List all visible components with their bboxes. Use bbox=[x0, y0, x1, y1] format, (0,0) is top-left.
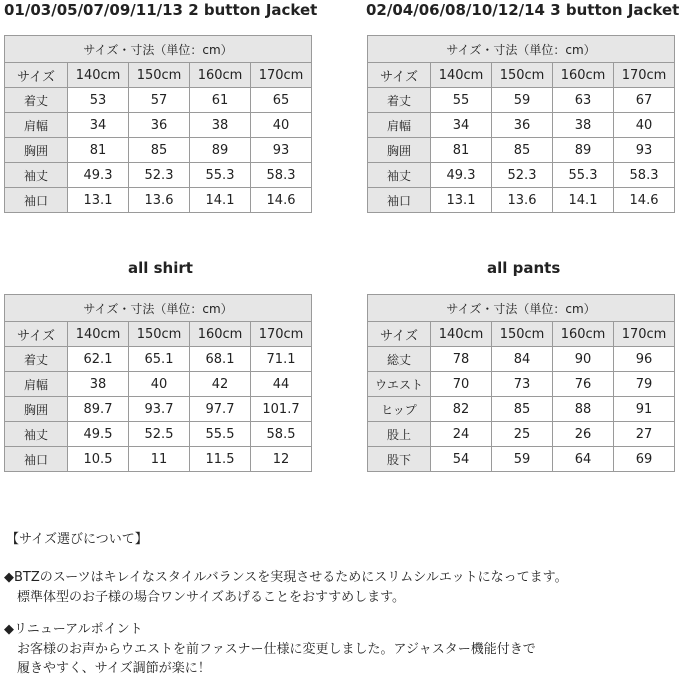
table-cell: 81 bbox=[431, 138, 492, 163]
table-cell: 70 bbox=[431, 372, 492, 397]
table-cell: 62.1 bbox=[68, 347, 129, 372]
header-cell: 170cm bbox=[251, 322, 312, 347]
table-cell: 65 bbox=[251, 88, 312, 113]
table-row bbox=[368, 447, 675, 472]
row-label: 股下 bbox=[368, 447, 431, 472]
front-zipper-note: お客様のお声からウエストを前ファスナー仕様に変更しました。アジャスター機能付きで bbox=[17, 642, 536, 657]
table-cell: 54 bbox=[431, 447, 492, 472]
table-cell: 93.7 bbox=[129, 397, 190, 422]
table-cell: 25 bbox=[492, 422, 553, 447]
table-cell: 65.1 bbox=[129, 347, 190, 372]
table-cell: 40 bbox=[251, 113, 312, 138]
row-label: 股上 bbox=[368, 422, 431, 447]
table-cell: 61 bbox=[190, 88, 251, 113]
header-cell: 140cm bbox=[431, 63, 492, 88]
table-cell: 36 bbox=[129, 113, 190, 138]
table-cell: 58.3 bbox=[614, 163, 675, 188]
table-row bbox=[368, 113, 675, 138]
table-cell: 84 bbox=[492, 347, 553, 372]
table-cell: 69 bbox=[614, 447, 675, 472]
size-guide-title: 【サイズ選びについて】 bbox=[6, 532, 148, 547]
row-label: 袖口 bbox=[5, 447, 68, 472]
table-cell: 97.7 bbox=[190, 397, 251, 422]
table-cell: 89.7 bbox=[68, 397, 129, 422]
table-cell: 73 bbox=[492, 372, 553, 397]
table-cell: 101.7 bbox=[251, 397, 312, 422]
jacket-2button-heading: 01/03/05/07/09/11/13 2 button Jacket bbox=[4, 1, 318, 19]
header-cell: 170cm bbox=[251, 63, 312, 88]
table-cell: 71.1 bbox=[251, 347, 312, 372]
pants-heading: all pants bbox=[487, 259, 561, 277]
table-row bbox=[368, 372, 675, 397]
table-cell: 55.3 bbox=[553, 163, 614, 188]
table-row bbox=[368, 163, 675, 188]
table-cell: 57 bbox=[129, 88, 190, 113]
table-cell: 78 bbox=[431, 347, 492, 372]
table-caption: サイズ・寸法（単位：cm） bbox=[5, 295, 312, 322]
row-label: 肩幅 bbox=[5, 113, 68, 138]
adjuster-note: 履きやすく、サイズ調節が楽に！ bbox=[17, 661, 211, 676]
table-row bbox=[368, 422, 675, 447]
header-cell: サイズ bbox=[5, 322, 68, 347]
header-cell: 170cm bbox=[614, 322, 675, 347]
table-cell: 14.6 bbox=[251, 188, 312, 213]
table-cell: 85 bbox=[492, 397, 553, 422]
table-cell: 58.3 bbox=[251, 163, 312, 188]
row-label: 袖丈 bbox=[5, 422, 68, 447]
shirt-heading: all shirt bbox=[128, 259, 193, 277]
table-cell: 27 bbox=[614, 422, 675, 447]
table-cell: 12 bbox=[251, 447, 312, 472]
table-row bbox=[5, 138, 312, 163]
row-label: 着丈 bbox=[5, 347, 68, 372]
table-cell: 36 bbox=[492, 113, 553, 138]
table-cell: 13.6 bbox=[492, 188, 553, 213]
table-cell: 38 bbox=[553, 113, 614, 138]
header-cell: サイズ bbox=[5, 63, 68, 88]
table-cell: 93 bbox=[251, 138, 312, 163]
row-label: 胸囲 bbox=[5, 138, 68, 163]
table-cell: 24 bbox=[431, 422, 492, 447]
header-cell: 140cm bbox=[431, 322, 492, 347]
jacket-3button-heading: 02/04/06/08/10/12/14 3 button Jacket bbox=[366, 1, 679, 19]
table-cell: 81 bbox=[68, 138, 129, 163]
table-cell: 13.1 bbox=[68, 188, 129, 213]
table-cell: 44 bbox=[251, 372, 312, 397]
header-cell: 160cm bbox=[190, 63, 251, 88]
header-cell: 150cm bbox=[129, 322, 190, 347]
table-cell: 52.3 bbox=[129, 163, 190, 188]
table-cell: 59 bbox=[492, 88, 553, 113]
pants-size-table bbox=[367, 294, 675, 472]
table-cell: 42 bbox=[190, 372, 251, 397]
table-cell: 34 bbox=[431, 113, 492, 138]
header-row bbox=[5, 63, 312, 88]
table-cell: 14.1 bbox=[190, 188, 251, 213]
table-cell: 49.3 bbox=[68, 163, 129, 188]
table-cell: 52.3 bbox=[492, 163, 553, 188]
header-cell: 150cm bbox=[492, 322, 553, 347]
slim-silhouette-note: ◆BTZのスーツはキレイなスタイルバランスを実現させるためにスリムシルエットになってます。 bbox=[4, 570, 568, 585]
table-cell: 59 bbox=[492, 447, 553, 472]
table-row bbox=[5, 113, 312, 138]
table-cell: 52.5 bbox=[129, 422, 190, 447]
row-label: 胸囲 bbox=[5, 397, 68, 422]
row-label: 胸囲 bbox=[368, 138, 431, 163]
table-cell: 55.5 bbox=[190, 422, 251, 447]
table-cell: 90 bbox=[553, 347, 614, 372]
table-cell: 38 bbox=[68, 372, 129, 397]
table-cell: 49.5 bbox=[68, 422, 129, 447]
renewal-point-heading: ◆リニューアルポイント bbox=[4, 622, 143, 637]
header-cell: 160cm bbox=[553, 322, 614, 347]
row-label: 袖口 bbox=[368, 188, 431, 213]
table-cell: 11 bbox=[129, 447, 190, 472]
table-cell: 49.3 bbox=[431, 163, 492, 188]
table-cell: 89 bbox=[553, 138, 614, 163]
table-caption: サイズ・寸法（単位：cm） bbox=[368, 295, 675, 322]
table-cell: 58.5 bbox=[251, 422, 312, 447]
table-cell: 10.5 bbox=[68, 447, 129, 472]
table-row bbox=[5, 347, 312, 372]
table-row bbox=[368, 138, 675, 163]
header-cell: 160cm bbox=[553, 63, 614, 88]
table-row bbox=[5, 397, 312, 422]
header-cell: 140cm bbox=[68, 63, 129, 88]
table-cell: 53 bbox=[68, 88, 129, 113]
table-cell: 14.6 bbox=[614, 188, 675, 213]
table-cell: 85 bbox=[492, 138, 553, 163]
table-row bbox=[5, 422, 312, 447]
row-label: 袖口 bbox=[5, 188, 68, 213]
row-label: 着丈 bbox=[368, 88, 431, 113]
table-cell: 91 bbox=[614, 397, 675, 422]
table-row bbox=[5, 188, 312, 213]
table-cell: 55.3 bbox=[190, 163, 251, 188]
header-row bbox=[368, 63, 675, 88]
header-row bbox=[5, 322, 312, 347]
header-row bbox=[368, 322, 675, 347]
table-cell: 40 bbox=[614, 113, 675, 138]
header-cell: サイズ bbox=[368, 322, 431, 347]
row-label: 肩幅 bbox=[5, 372, 68, 397]
row-label: ウエスト bbox=[368, 372, 431, 397]
table-row bbox=[5, 163, 312, 188]
table-cell: 93 bbox=[614, 138, 675, 163]
table-row bbox=[368, 347, 675, 372]
table-cell: 82 bbox=[431, 397, 492, 422]
table-row bbox=[368, 188, 675, 213]
table-row bbox=[5, 88, 312, 113]
table-cell: 67 bbox=[614, 88, 675, 113]
table-cell: 14.1 bbox=[553, 188, 614, 213]
table-cell: 88 bbox=[553, 397, 614, 422]
row-label: 袖丈 bbox=[5, 163, 68, 188]
size-up-recommendation: 標準体型のお子様の場合ワンサイズあげることをおすすめします。 bbox=[17, 590, 406, 605]
shirt-size-table bbox=[4, 294, 312, 472]
header-cell: サイズ bbox=[368, 63, 431, 88]
table-row bbox=[368, 397, 675, 422]
header-cell: 150cm bbox=[129, 63, 190, 88]
table-cell: 34 bbox=[68, 113, 129, 138]
table-cell: 79 bbox=[614, 372, 675, 397]
row-label: 肩幅 bbox=[368, 113, 431, 138]
table-cell: 11.5 bbox=[190, 447, 251, 472]
table-row bbox=[368, 88, 675, 113]
table-cell: 64 bbox=[553, 447, 614, 472]
table-caption: サイズ・寸法（単位：cm） bbox=[5, 36, 312, 63]
header-cell: 170cm bbox=[614, 63, 675, 88]
table-cell: 85 bbox=[129, 138, 190, 163]
row-label: 総丈 bbox=[368, 347, 431, 372]
table-row bbox=[5, 372, 312, 397]
header-cell: 140cm bbox=[68, 322, 129, 347]
table-cell: 55 bbox=[431, 88, 492, 113]
jacket-2button-size-table bbox=[4, 35, 312, 213]
table-cell: 40 bbox=[129, 372, 190, 397]
table-cell: 89 bbox=[190, 138, 251, 163]
table-cell: 13.6 bbox=[129, 188, 190, 213]
row-label: 袖丈 bbox=[368, 163, 431, 188]
jacket-3button-size-table bbox=[367, 35, 675, 213]
table-caption: サイズ・寸法（単位：cm） bbox=[368, 36, 675, 63]
header-cell: 160cm bbox=[190, 322, 251, 347]
header-cell: 150cm bbox=[492, 63, 553, 88]
table-cell: 63 bbox=[553, 88, 614, 113]
table-cell: 38 bbox=[190, 113, 251, 138]
table-cell: 68.1 bbox=[190, 347, 251, 372]
row-label: 着丈 bbox=[5, 88, 68, 113]
row-label: ヒップ bbox=[368, 397, 431, 422]
table-row bbox=[5, 447, 312, 472]
table-cell: 96 bbox=[614, 347, 675, 372]
table-cell: 13.1 bbox=[431, 188, 492, 213]
table-cell: 26 bbox=[553, 422, 614, 447]
table-cell: 76 bbox=[553, 372, 614, 397]
